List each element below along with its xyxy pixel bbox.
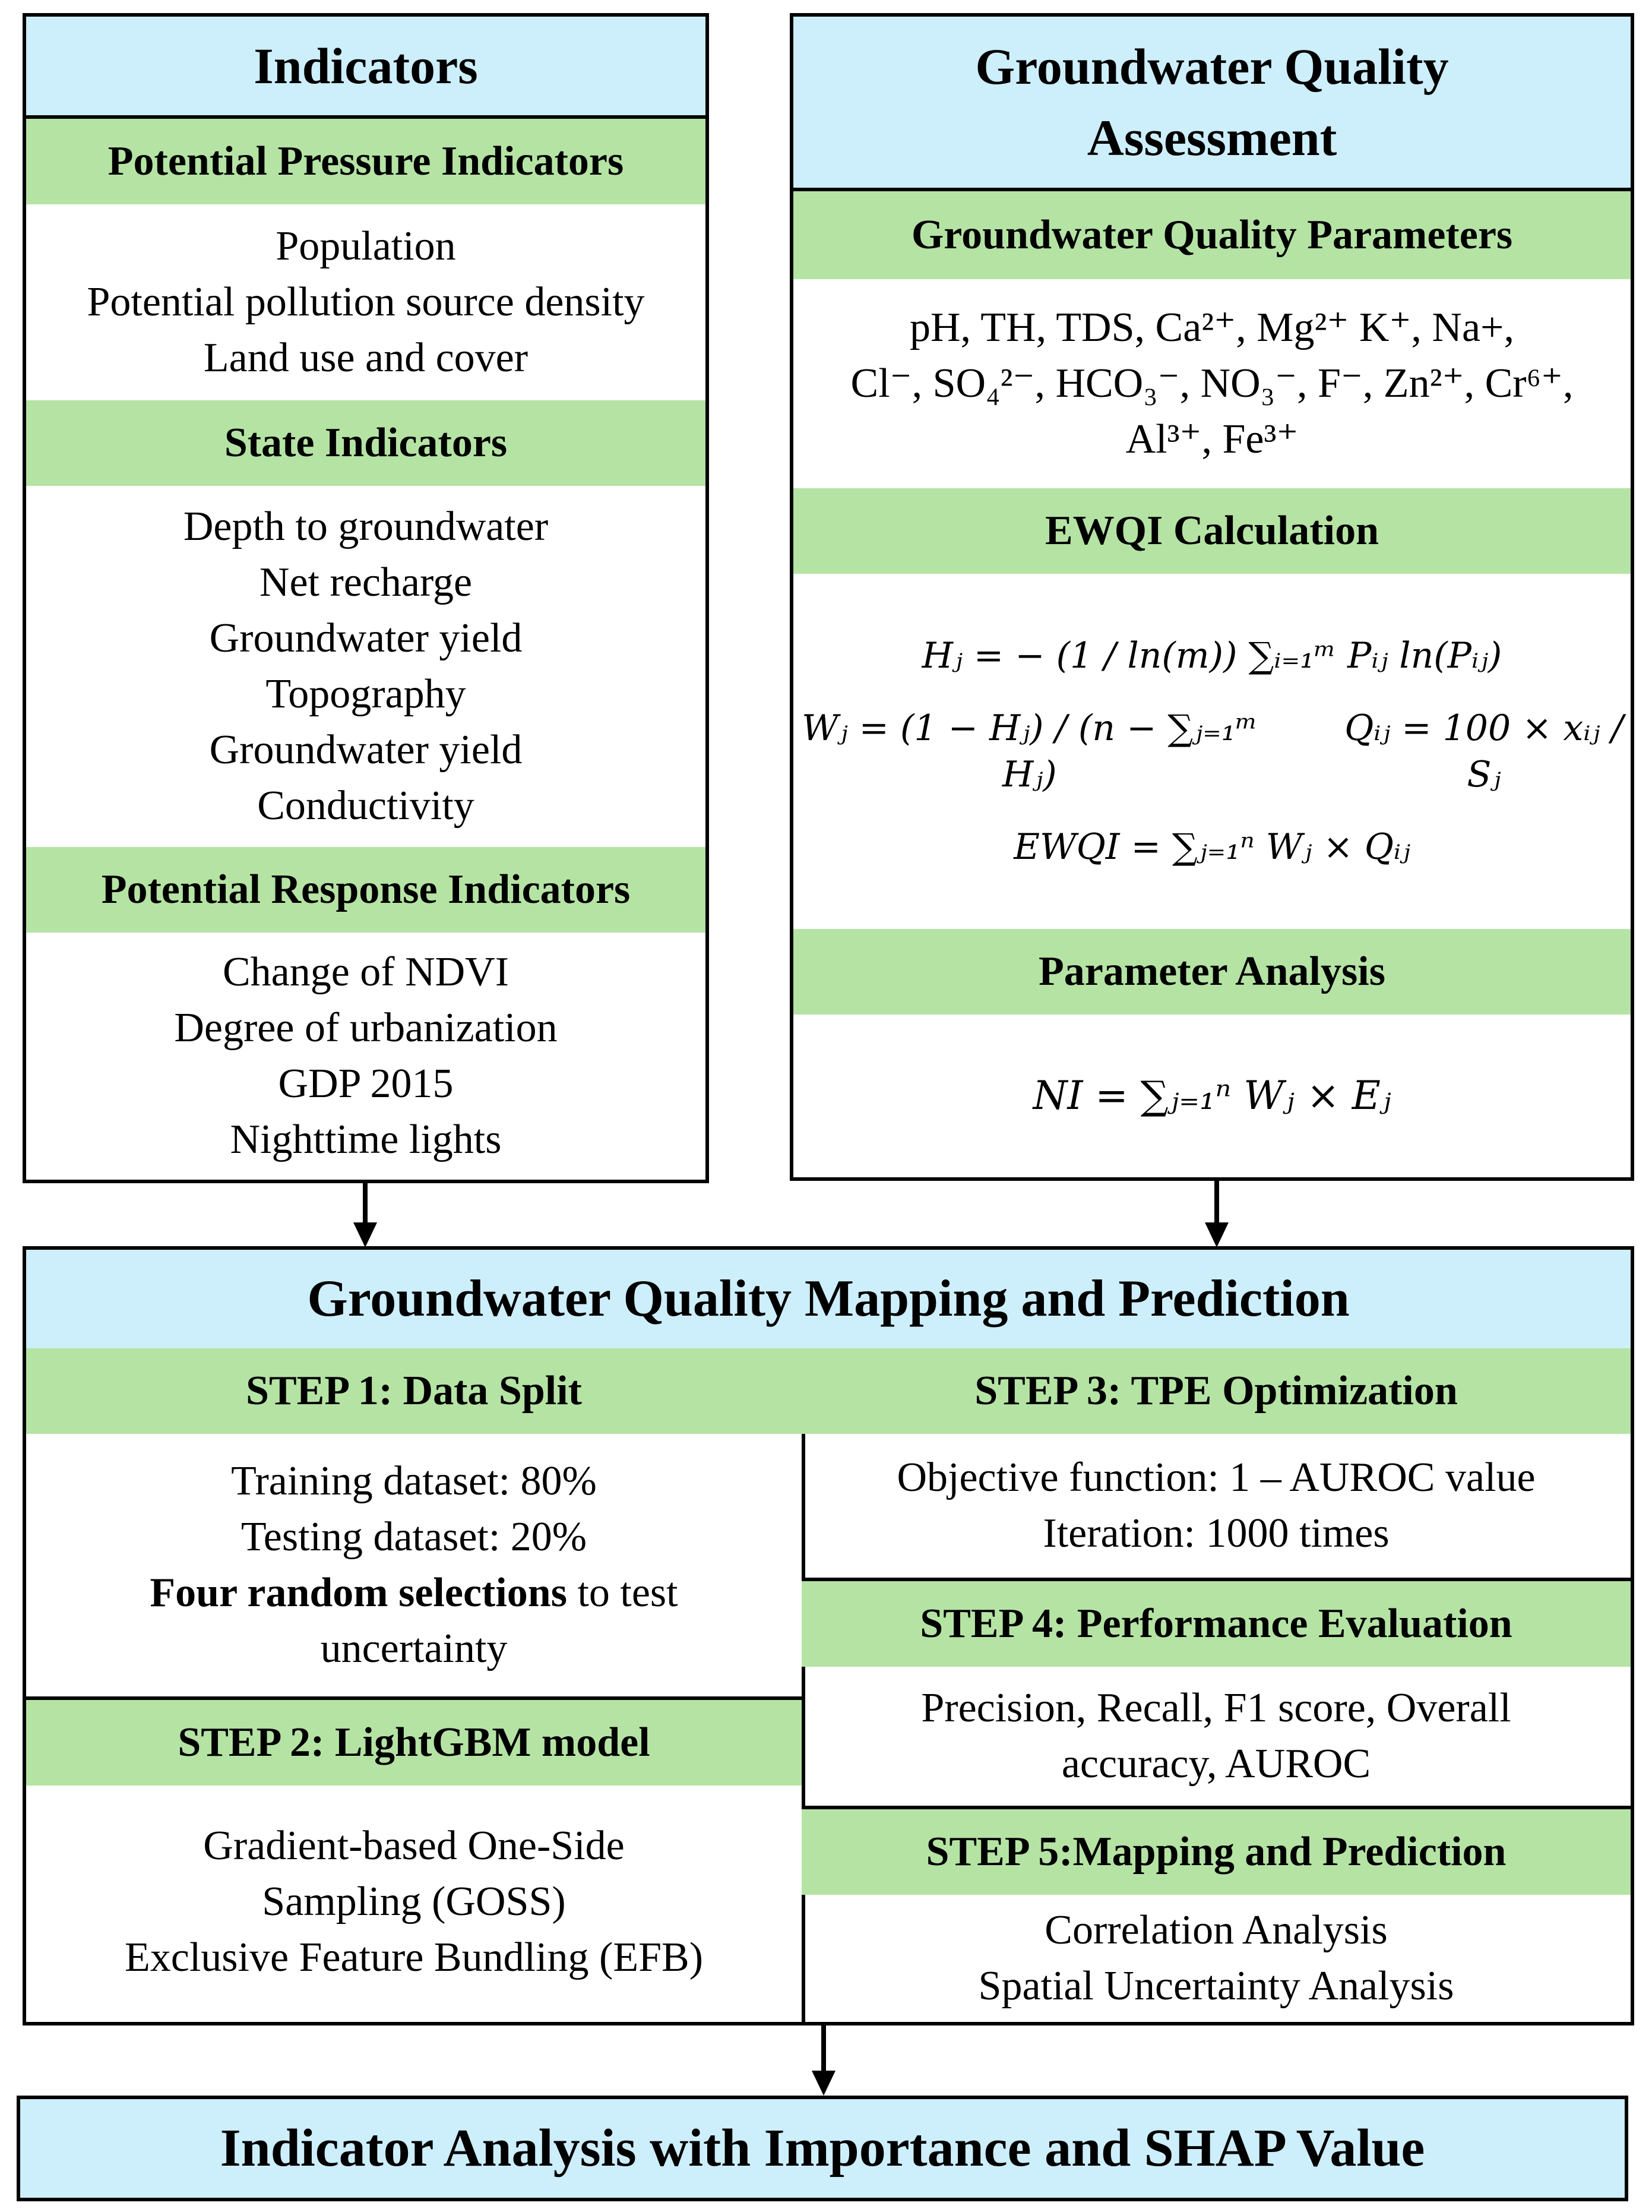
list-item: Change of NDVI	[222, 949, 509, 995]
quality-equation: Qᵢⱼ = 100 × xᵢⱼ / Sⱼ	[1344, 707, 1623, 795]
arrow-down-icon	[1202, 1181, 1232, 1249]
assessment-box	[790, 13, 1634, 1181]
step3-header: STEP 3: TPE Optimization	[802, 1348, 1631, 1434]
mapping-box	[23, 1246, 1634, 2025]
list-item: Degree of urbanization	[174, 1005, 558, 1051]
list-item: Topography	[265, 671, 466, 717]
step2-line-3: Exclusive Feature Bundling (EFB)	[124, 1935, 704, 1980]
step1-header: STEP 1: Data Split	[26, 1348, 802, 1434]
parameters-line-2: Cl⁻, SO₄²⁻, HCO₃⁻, NO₃⁻, F⁻, Zn²⁺, Cr⁶⁺,	[850, 361, 1574, 406]
list-item: GDP 2015	[278, 1061, 454, 1107]
assessment-title-line1: Groundwater Quality	[975, 37, 1449, 95]
list-item: Land use and cover	[203, 335, 528, 381]
list-item: Nighttime lights	[230, 1117, 502, 1162]
step2-body	[26, 1786, 802, 2018]
arrow-down-icon	[350, 1183, 380, 1249]
step2-header: STEP 2: LightGBM model	[26, 1700, 802, 1786]
step1-line-2: Testing dataset: 20%	[240, 1514, 587, 1560]
ni-equation: NI = ∑ⱼ₌₁ⁿ Wⱼ × Eⱼ	[1033, 1073, 1391, 1118]
step1-line-4: uncertainty	[320, 1626, 508, 1671]
step5-line-2: Spatial Uncertainty Analysis	[978, 1963, 1454, 2009]
parameter-analysis-header: Parameter Analysis	[793, 929, 1631, 1015]
pressure-indicators-list	[26, 204, 705, 400]
list-item: Groundwater yield	[209, 615, 523, 661]
step5-body	[802, 1895, 1631, 2022]
step2-line-2: Sampling (GOSS)	[262, 1879, 566, 1925]
weight-equation: Wⱼ = (1 − Hⱼ) / (n − ∑ⱼ₌₁ᵐ Hⱼ)	[802, 707, 1258, 795]
step1-line-3	[150, 1565, 678, 1621]
parameters-line-3: Al³⁺, Fe³⁺	[1125, 416, 1299, 462]
step5-line-1: Correlation Analysis	[1045, 1907, 1388, 1953]
step3-line-1: Objective function: 1 – AUROC value	[897, 1455, 1536, 1500]
step4-line-2: accuracy, AUROC	[1061, 1741, 1371, 1787]
state-indicators-list	[26, 486, 705, 847]
parameters-header: Groundwater Quality Parameters	[793, 191, 1631, 279]
entropy-equation: Hⱼ = − (1 / ln(m)) ∑ᵢ₌₁ᵐ Pᵢⱼ ln(Pᵢⱼ)	[922, 635, 1502, 677]
mapping-right-column	[802, 1348, 1631, 2022]
list-item: Population	[276, 223, 456, 269]
pressure-indicators-header: Potential Pressure Indicators	[26, 119, 705, 204]
list-item: Potential pollution source density	[87, 279, 645, 325]
step1-line-1: Training dataset: 80%	[231, 1458, 597, 1504]
final-analysis-box: Indicator Analysis with Importance and SHAP Value	[17, 2096, 1628, 2201]
parameters-list	[793, 279, 1631, 488]
step2-line-1: Gradient-based One-Side	[203, 1823, 625, 1869]
list-item: Groundwater yield	[209, 727, 523, 773]
indicators-title: Indicators	[26, 17, 705, 119]
step5-header: STEP 5:Mapping and Prediction	[802, 1809, 1631, 1895]
list-item: Conductivity	[257, 783, 474, 829]
response-indicators-header: Potential Response Indicators	[26, 847, 705, 933]
ewqi-header: EWQI Calculation	[793, 488, 1631, 574]
weight-quality-row	[793, 705, 1631, 798]
step4-line-1: Precision, Recall, F1 score, Overall	[921, 1685, 1511, 1731]
list-item: Depth to groundwater	[183, 504, 549, 549]
step1-body	[26, 1434, 802, 1700]
ewqi-equation: EWQI = ∑ⱼ₌₁ⁿ Wⱼ × Qᵢⱼ	[1014, 826, 1410, 868]
indicators-box	[23, 13, 709, 1183]
step3-body	[802, 1434, 1631, 1581]
state-indicators-header: State Indicators	[26, 400, 705, 486]
step1-line-3-rest: to test	[567, 1570, 678, 1616]
parameters-line-1: pH, TH, TDS, Ca²⁺, Mg²⁺ K⁺, Na+,	[909, 305, 1515, 350]
parameter-analysis-equation	[793, 1015, 1631, 1177]
mapping-title: Groundwater Quality Mapping and Prediction	[26, 1250, 1631, 1352]
step4-header: STEP 4: Performance Evaluation	[802, 1581, 1631, 1667]
arrow-down-icon	[809, 2024, 838, 2097]
list-item: Net recharge	[259, 560, 473, 605]
step3-line-2: Iteration: 1000 times	[1043, 1511, 1390, 1556]
mapping-left-column	[26, 1348, 805, 2022]
step4-body	[802, 1667, 1631, 1809]
assessment-title-line2: Assessment	[1087, 109, 1337, 166]
assessment-title	[793, 17, 1631, 191]
step1-line-3-bold: Four random selections	[150, 1570, 567, 1616]
ewqi-equations	[793, 574, 1631, 929]
response-indicators-list	[26, 933, 705, 1180]
